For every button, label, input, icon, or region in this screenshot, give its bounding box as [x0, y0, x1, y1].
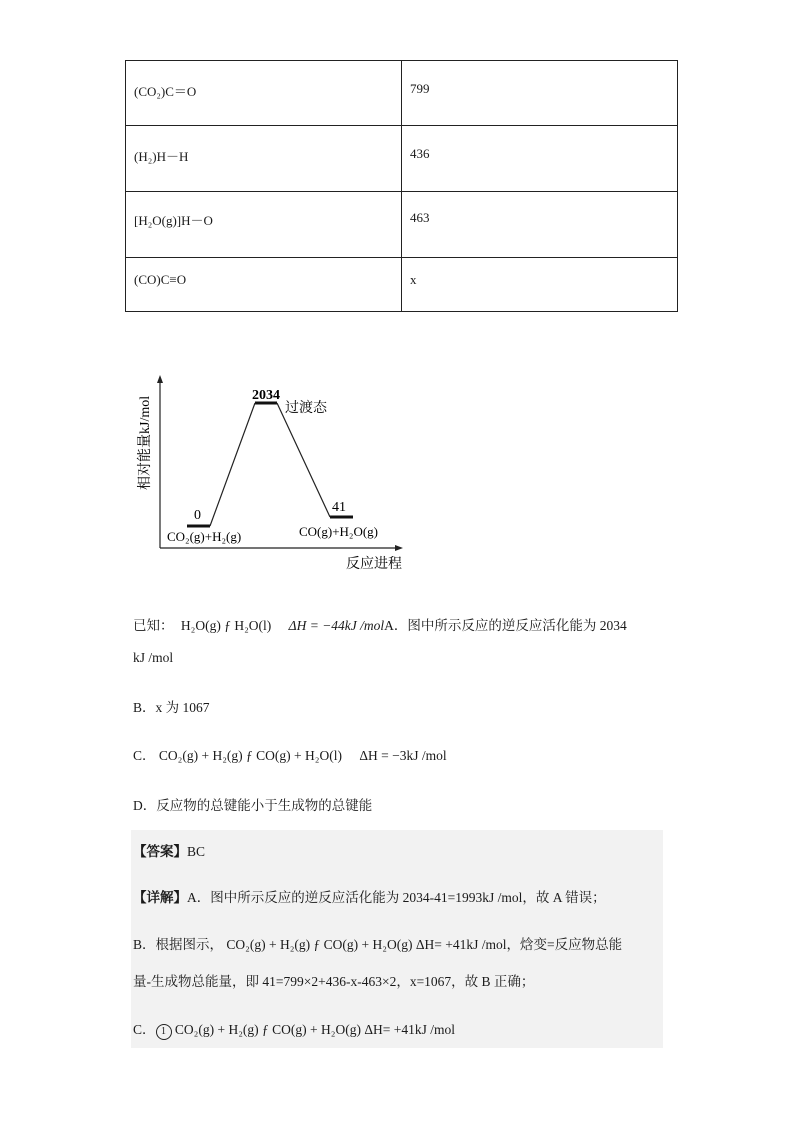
bond-cell: (H₂)H－H — [126, 126, 402, 192]
answer-label: 【答案】 — [133, 844, 187, 859]
detail-b-line2: 量-生成物总能量，即 41=799×2+436-x-463×2，x=1067，故 B 正确； — [133, 974, 535, 989]
detail-c-enthalpy: ΔH= +41kJ /mol — [364, 1022, 456, 1037]
known-enthalpy: ΔH = −44kJ /mol — [288, 618, 385, 633]
option-b: B．x 为 1067 — [133, 700, 210, 715]
detail-b-prefix: B．根据图示， — [133, 937, 224, 952]
energy-diagram — [125, 365, 425, 580]
falling-path — [277, 403, 330, 517]
bond-cell: (CO₂)C＝O — [126, 61, 402, 126]
detail-b-equation: CO₂(g) + H₂(g) ƒ CO(g) + H₂O(g) — [226, 937, 413, 952]
detail-b-line1 — [133, 933, 622, 953]
detail-label: 【详解】 — [133, 890, 187, 905]
detail-b-suffix: ΔH= +41kJ /mol，焓变=反应物总能 — [415, 937, 623, 952]
detail-c-equation: CO₂(g) + H₂(g) ƒ CO(g) + H₂O(g) — [174, 1022, 361, 1037]
known-prefix: 已知： — [133, 618, 174, 633]
bond-energy-table — [125, 60, 678, 312]
ts-value: 2034 — [252, 388, 280, 403]
detail-c-line — [133, 1018, 455, 1040]
answer-line — [133, 840, 205, 860]
detail-c-prefix: C． — [133, 1022, 156, 1037]
option-d: D．反应物的总键能小于生成物的总键能 — [133, 798, 373, 813]
answer-value: BC — [187, 844, 206, 859]
rising-path — [210, 403, 255, 526]
transition-state-label: 过渡态 — [285, 401, 327, 416]
option-c — [133, 744, 447, 764]
x-axis-arrow-icon — [395, 545, 403, 551]
energy-cell: x — [402, 258, 678, 312]
energy-cell: 799 — [402, 61, 678, 126]
bond-cell: (CO)C≡O — [126, 258, 402, 312]
detail-a: A．图中所示反应的逆反应活化能为 2034-41=1993kJ /mol，故 A 错误； — [187, 890, 606, 905]
option-c-prefix: C． — [133, 748, 156, 763]
table-row — [126, 61, 678, 126]
option-c-enthalpy: ΔH = −3kJ /mol — [359, 748, 447, 763]
y-axis-label: 相对能量kJ/mol — [138, 395, 153, 490]
x-axis-label: 反应进程 — [346, 557, 402, 572]
table-row — [126, 192, 678, 258]
known-equation: H₂O(g) ƒ H₂O(l) — [180, 618, 272, 633]
energy-cell: 463 — [402, 192, 678, 258]
energy-cell: 436 — [402, 126, 678, 192]
table-row — [126, 126, 678, 192]
detail-a-line — [133, 886, 606, 906]
y-axis-arrow-icon — [157, 375, 163, 383]
option-a-line1: A．图中所示反应的逆反应活化能为 2034 — [384, 618, 627, 633]
option-c-equation: CO₂(g) + H₂(g) ƒ CO(g) + H₂O(l) — [158, 748, 342, 763]
table-row — [126, 258, 678, 312]
reactant-value: 0 — [194, 508, 201, 523]
answer-box — [131, 830, 663, 1048]
known-line — [133, 614, 627, 634]
option-a-line2: kJ /mol — [133, 650, 174, 665]
product-label: CO(g)+H₂O(g) — [299, 524, 379, 539]
bond-cell: [H₂O(g)]H－O — [126, 192, 402, 258]
product-value: 41 — [332, 500, 346, 515]
reactant-label: CO₂(g)+H₂(g) — [167, 529, 242, 544]
circled-number-icon: 1 — [156, 1024, 172, 1040]
